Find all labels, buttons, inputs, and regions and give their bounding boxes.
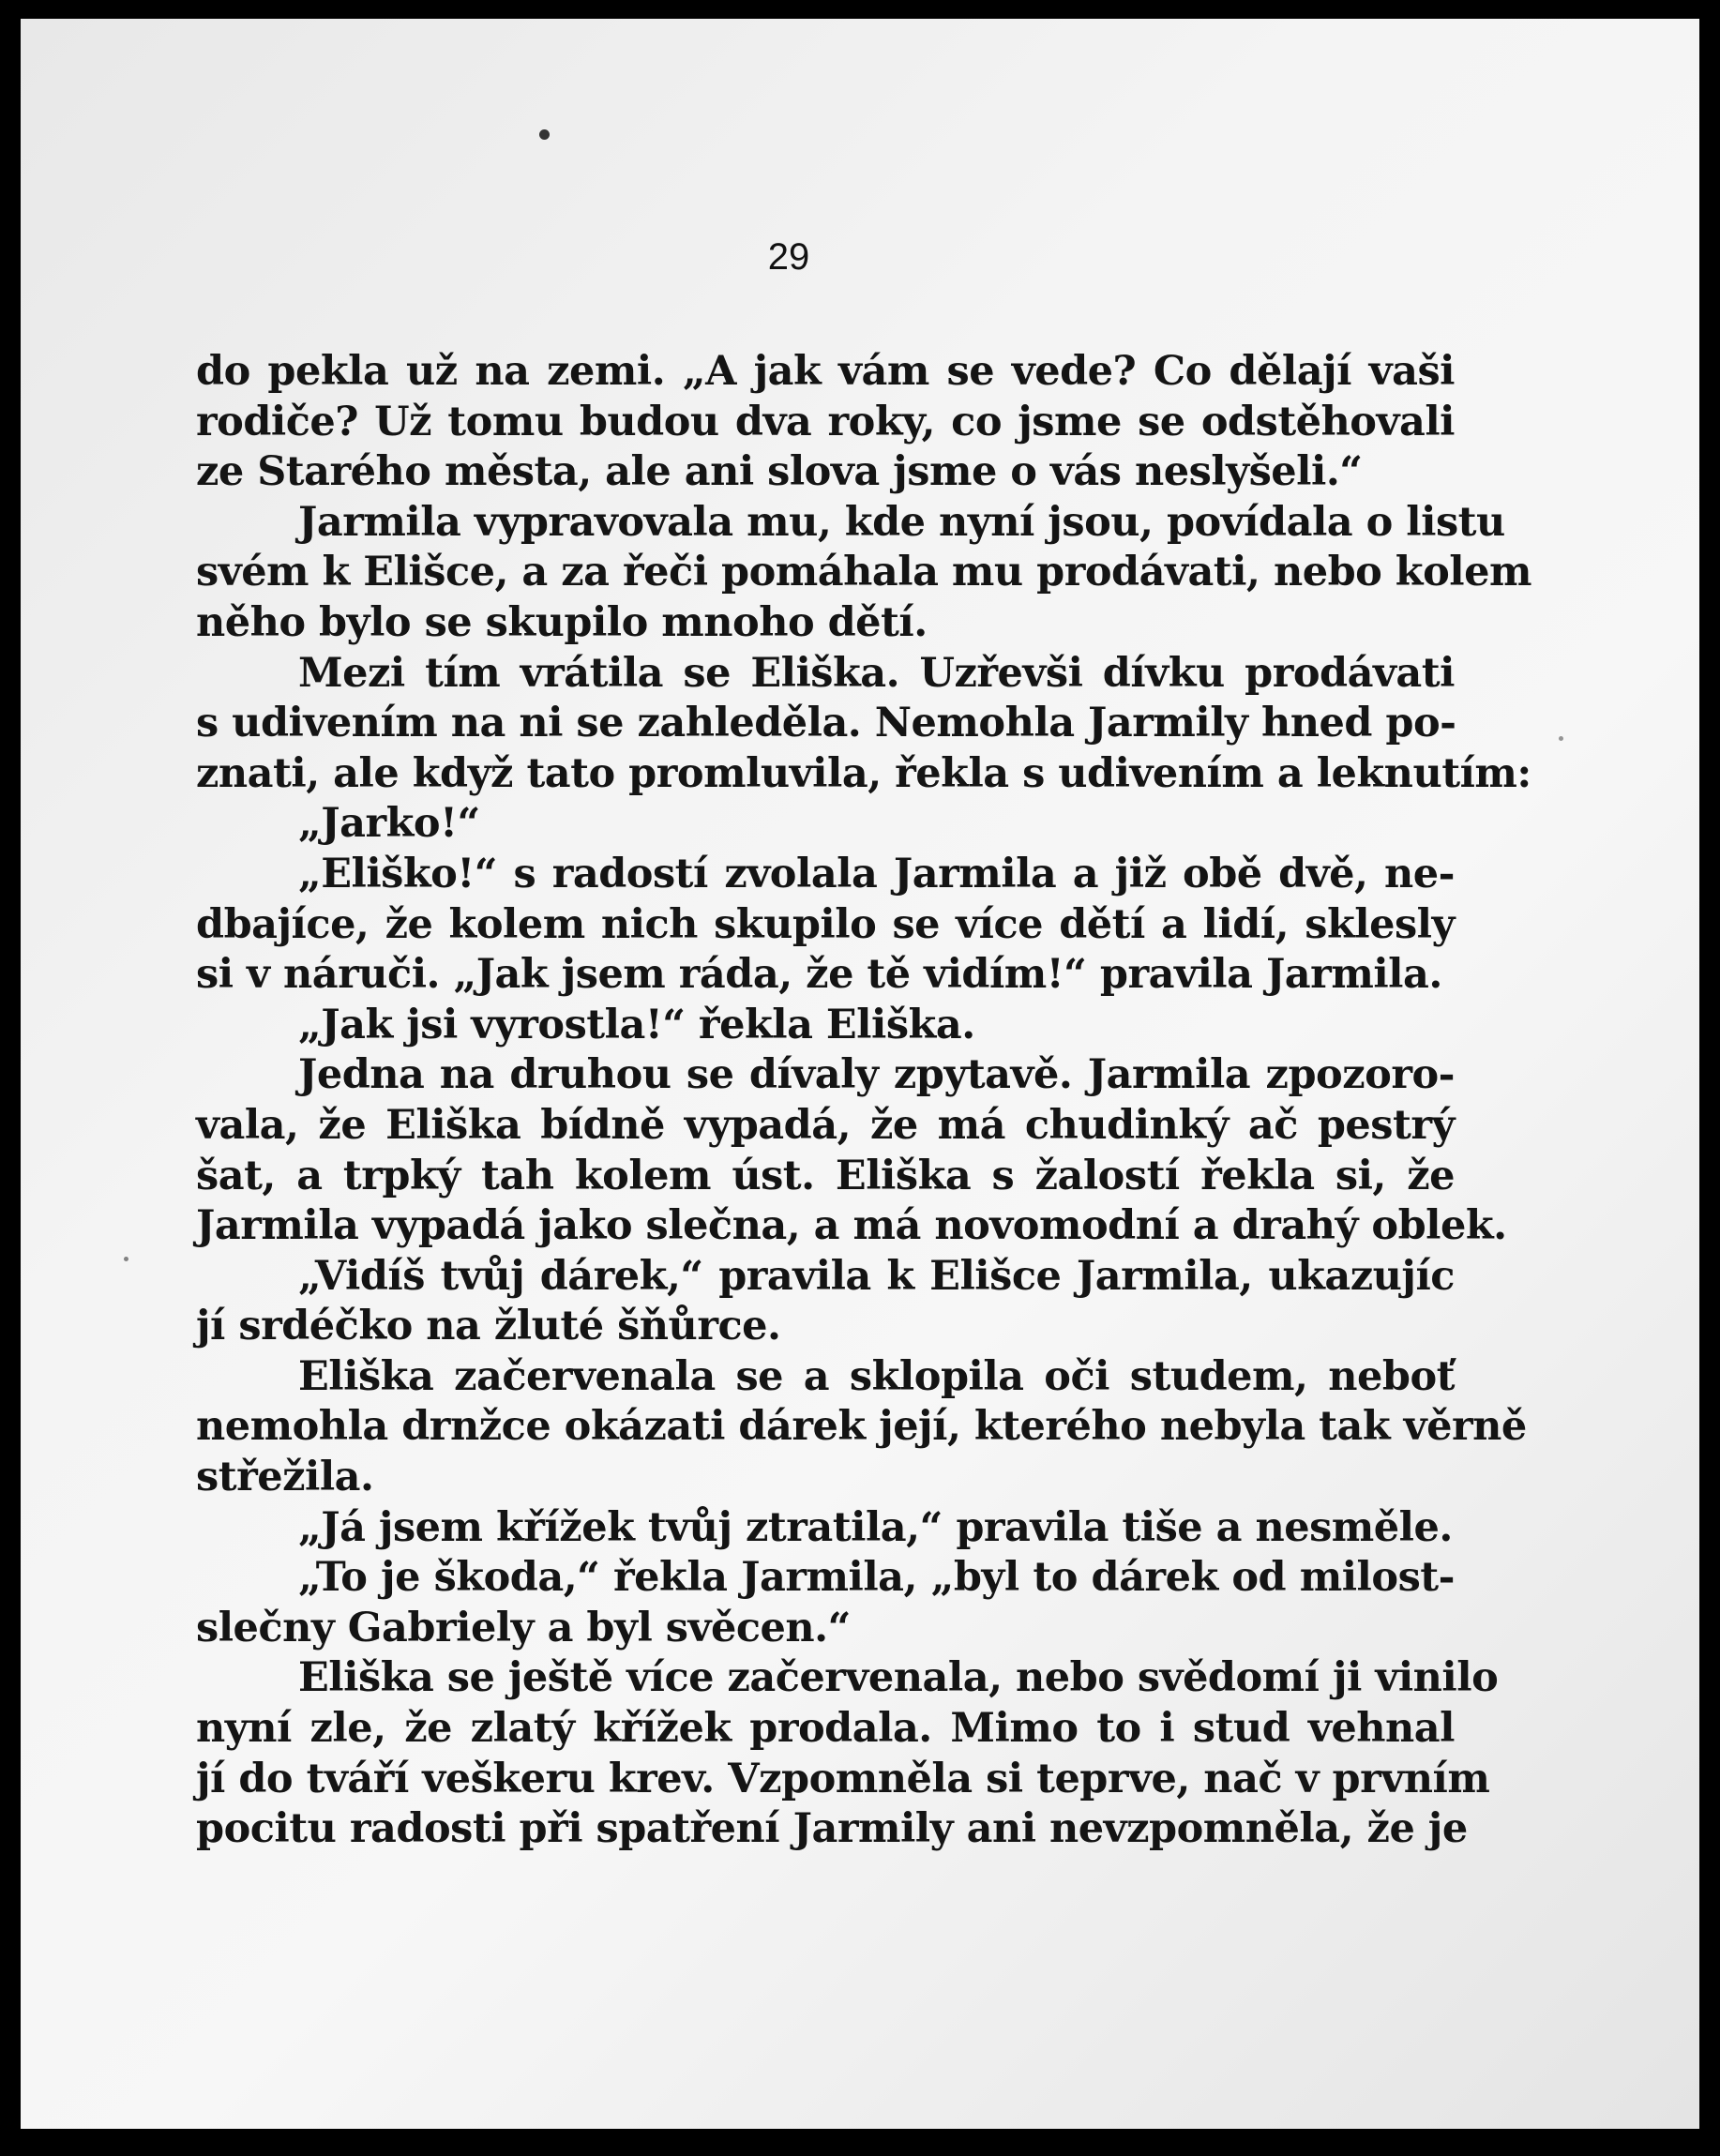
scanned-page (21, 19, 1699, 2129)
body-text (196, 347, 1531, 1855)
page-number: 29 (767, 236, 810, 278)
text-line: šat, a trpký tah kolem úst. Eliška s žalostí řekla si, že (196, 1152, 1455, 1199)
binding-mark (2, 1636, 19, 1668)
ink-speck (1559, 736, 1563, 741)
text-line: „Já jsem křížek tvůj ztratila,“ pravila tiše a nesměle. (298, 1503, 1453, 1551)
text-line: „Jak jsi vyrostla!“ řekla Eliška. (298, 1001, 975, 1048)
text-line: pocitu radosti při spatření Jarmily ani nevzpomněla, že je (196, 1805, 1468, 1853)
binding-mark (2, 525, 19, 557)
text-line: svém k Elišce, a za řeči pomáhala mu prodávati, nebo kolem (196, 549, 1531, 596)
text-line: si v náruči. „Jak jsem ráda, že tě vidím!“ pravila Jarmila. (196, 951, 1442, 999)
text-line: do pekla už na zemi. „A jak vám se vede? Co dělají vaši (196, 348, 1455, 395)
text-line: střežila. (196, 1454, 374, 1501)
text-line: „To je škoda,“ řekla Jarmila, „byl to dárek od milost- (298, 1554, 1455, 1602)
text-line: ze Starého města, ale ani slova jsme o vás neslyšeli.“ (196, 448, 1363, 496)
text-line: Eliška začervenala se a sklopila oči studem, neboť (298, 1352, 1455, 1400)
text-line: Eliška se ještě více začervenala, nebo svědomí ji vinilo (298, 1654, 1499, 1702)
text-line: dbajíce, že kolem nich skupilo se více dětí a lidí, sklesly (196, 900, 1455, 948)
text-line: „Jarko!“ (298, 800, 480, 848)
text-line: jí srdéčko na žluté šňůrce. (196, 1303, 781, 1350)
ink-speck (124, 1257, 128, 1261)
text-line: Jarmila vypadá jako slečna, a má novomodní a drahý oblek. (196, 1202, 1507, 1250)
text-line: Mezi tím vrátila se Eliška. Uzřevši dívku prodávati (298, 649, 1455, 697)
text-line: jí do tváří veškeru krev. Vzpomněla si teprve, nač v prvním (196, 1755, 1490, 1802)
text-line: rodiče? Už tomu budou dva roky, co jsme se odstěhovali (196, 398, 1455, 445)
binding-mark (2, 1013, 19, 1045)
text-line: vala, že Eliška bídně vypadá, že má chudinký ač pestrý (196, 1101, 1455, 1149)
text-line: Jarmila vypravovala mu, kde nyní jsou, povídala o listu (298, 498, 1505, 546)
ink-speck (539, 129, 550, 140)
text-line: s udivením na ni se zahleděla. Nemohla Jarmily hned po- (196, 700, 1456, 747)
text-line: něho bylo se skupilo mnoho dětí. (196, 598, 928, 646)
text-line: znati, ale když tato promluvila, řekla s udivením a leknutím: (196, 749, 1531, 797)
text-line: Jedna na druhou se dívaly zpytavě. Jarmila zpozoro- (298, 1051, 1455, 1099)
binding-mark (2, 136, 19, 168)
text-line: „Vidíš tvůj dárek,“ pravila k Elišce Jarmila, ukazujíc (298, 1252, 1455, 1300)
text-line: nyní zle, že zlatý křížek prodala. Mimo to i stud vehnal (196, 1705, 1455, 1753)
text-line: nemohla drnžce okázati dárek její, kterého nebyla tak věrně (196, 1403, 1527, 1451)
text-line: „Eliško!“ s radostí zvolala Jarmila a již obě dvě, ne- (298, 850, 1455, 897)
text-line: slečny Gabriely a byl svěcen.“ (196, 1604, 851, 1651)
